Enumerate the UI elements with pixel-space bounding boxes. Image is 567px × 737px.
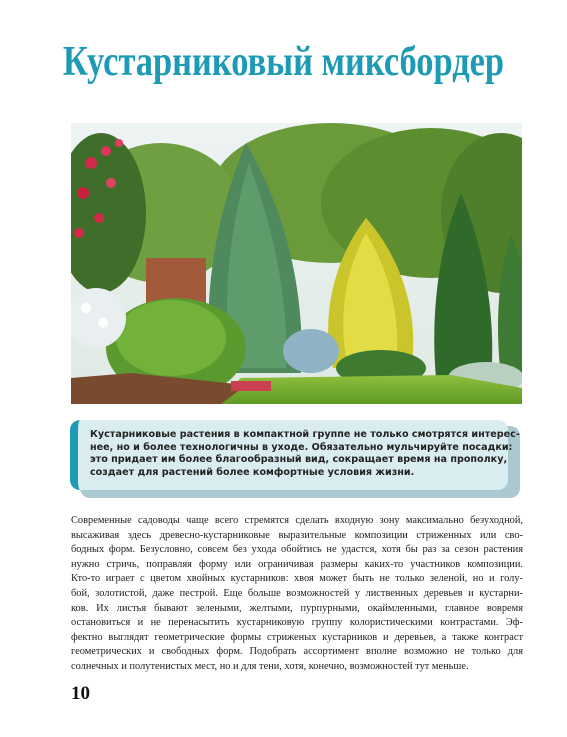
garden-photo	[71, 123, 522, 404]
body-line: геометрических и свободных форм. Подобрать ассортимент вполне возможно не только для	[71, 646, 523, 658]
callout-box	[70, 420, 520, 490]
callout-line: создает для растений более комфортные условия жизни.	[90, 466, 415, 478]
body-line: Кто-то играет с цветом хвойных кустарников: хвоя может быть не только зеленой, но и голу-	[71, 573, 523, 585]
body-line: бодных форм. Безусловно, совсем без ухода обойтись не удастся, хотя бы раз за сезон растения	[71, 544, 523, 556]
body-line: солнечных и полутенистых мест, но и для тени, хотя, конечно, возможностей тут меньше.	[71, 660, 469, 672]
callout-line: это придает им более благообразный вид, сокращает время на прополку,	[90, 454, 508, 466]
body-line: нужно стричь, поправляя форму или ограничивая размеры каких-то участников композиции.	[71, 558, 523, 570]
callout-line: Кустарниковые растения в компактной группе не только смотрятся интерес-	[90, 429, 520, 440]
callout-line: нее, но и более технологичны в уходе. Обязательно мульчируйте посадки:	[90, 441, 513, 453]
body-line: бой, золотистой, даже пестрой. Еще больше возможностей у лиственных деревьев и кустарни-	[71, 587, 523, 599]
body-line: ков. Их листья бывают зелеными, желтыми, пурпурными, окаймленными, главное вовремя	[71, 602, 523, 614]
body-text	[71, 514, 523, 675]
body-line: высаживая здесь древесно-кустарниковые выразительные композиции стриженных или сво-	[71, 529, 523, 541]
garden-photo-illustration	[71, 123, 522, 404]
body-line: фектно выглядят геометрические формы стриженых кустарников и деревьев, а также контраст	[71, 631, 523, 643]
page-title: Кустарниковый миксбордер	[62, 39, 505, 85]
page-number: 10	[71, 683, 90, 704]
body-line: Современные садоводы чаще всего стремятся сделать входную зону максимально безуходной,	[71, 515, 523, 526]
body-line: остановиться и не перенасытить кустарниковую группу колористическими контрастами. Эф-	[71, 617, 523, 629]
